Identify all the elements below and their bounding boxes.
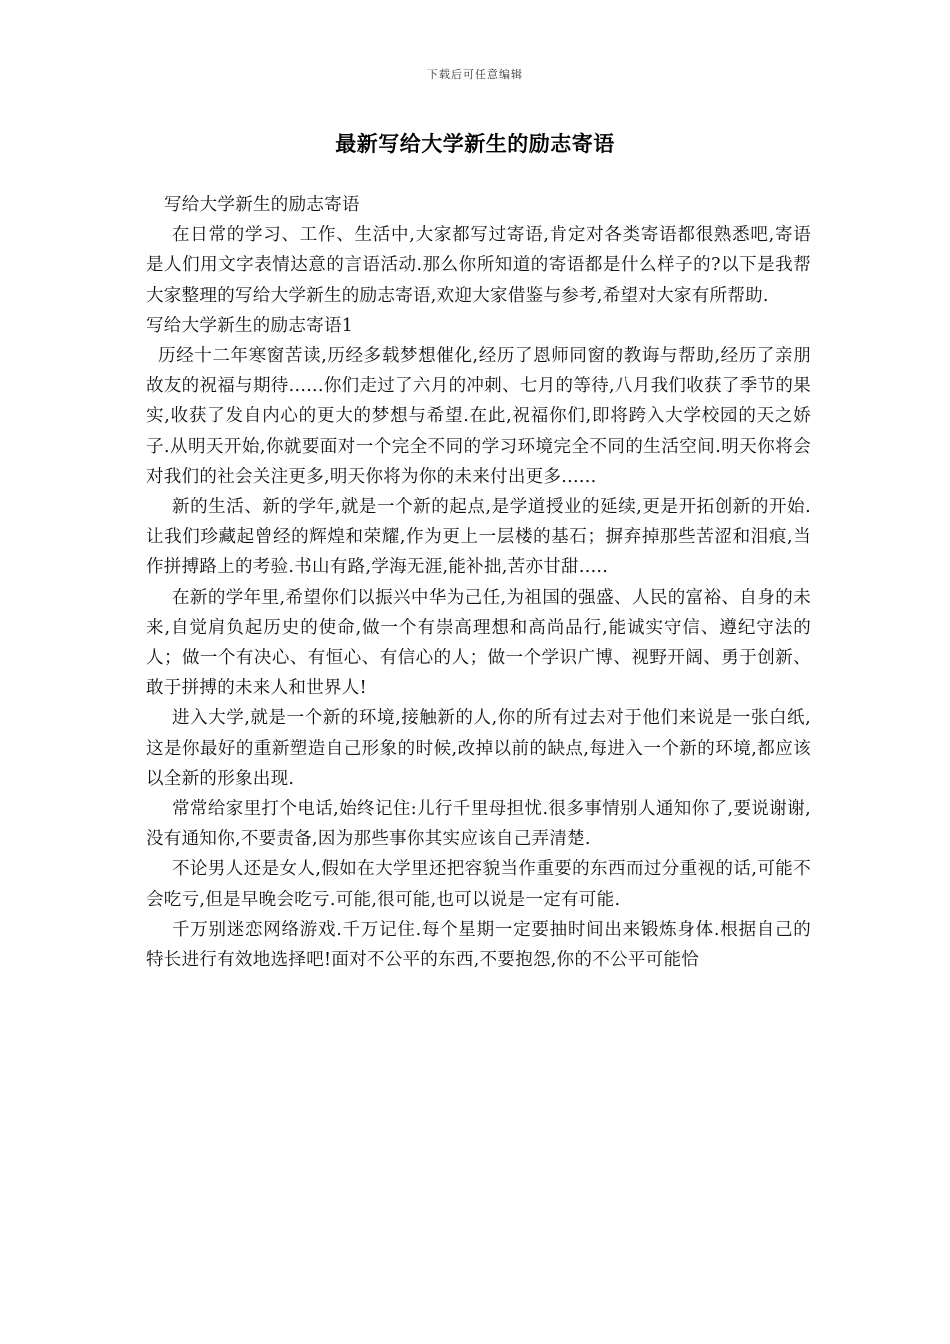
paragraph-7: 千万别迷恋网络游戏.千万记住.每个星期一定要抽时间出来锻炼身体.根据自己的特长进行有效地选择吧!面对不公平的东西,不要抱怨,你的不公平可能恰 [146,919,811,971]
header-note: 下载后可任意编辑 [427,68,523,81]
paragraph-5: 常常给家里打个电话,始终记住:儿行千里母担忧.很多事情别人通知你了,要说谢谢,没有通知你,不要责备,因为那些事你其实应该自己弄清楚. [146,799,811,850]
document-title: 最新写给大学新生的励志寄语 [335,131,615,156]
section-heading-1: 写给大学新生的励志寄语1 [146,315,354,336]
paragraph-2: 新的生活、新的学年,就是一个新的起点,是学道授业的延续,更是开拓创新的开始.让我们珍藏起曾经的辉煌和荣耀,作为更上一层楼的基石；摒弃掉那些苦涩和泪痕,当作拼搏路上的考验.书山有路,学海无涯,能补拙,苦亦甘甜..... [146,497,811,578]
paragraph-6: 不论男人还是女人,假如在大学里还把容貌当作重要的东西而过分重视的话,可能不会吃亏,但是早晚会吃亏.可能,很可能,也可以说是一定有可能. [146,859,811,910]
intro-subheading: 写给大学新生的励志寄语 [164,195,360,215]
paragraph-3: 在新的学年里,希望你们以振兴中华为己任,为祖国的强盛、人民的富裕、自身的未来,自觉肩负起历史的使命,做一个有崇高理想和高尚品行,能诚实守信、遵纪守法的人；做一个有决心、有恒心、有信心的人；做一个学识广博、视野开阔、勇于创新、敢于拼搏的未来人和世界人! [146,587,811,699]
paragraph-intro: 在日常的学习、工作、生活中,大家都写过寄语,肯定对各类寄语都很熟悉吧,寄语是人们用文字表情达意的言语活动.那么你所知道的寄语都是什么样子的?以下是我帮大家整理的写给大学新生的励志寄语,欢迎大家借鉴与参考,希望对大家有所帮助. [146,225,811,306]
paragraph-1: 历经十二年寒窗苦读,历经多载梦想催化,经历了恩师同窗的教诲与帮助,经历了亲朋故友的祝福与期待......你们走过了六月的冲刺、七月的等待,八月我们收获了季节的果实,收获了发自内心的更大的梦想与希望.在此,祝福你们,即将跨入大学校园的天之娇子.从明天开始,你就要面对一个完全不同的学习环境完全不同的生活空间.明天你将会对我们的社会关注更多,明天你将为你的未来付出更多...... [146,346,811,487]
document-body [146,190,811,975]
paragraph-4: 进入大学,就是一个新的环境,接触新的人,你的所有过去对于他们来说是一张白纸,这是你最好的重新塑造自己形象的时候,改掉以前的缺点,每进入一个新的环境,都应该以全新的形象出现. [146,708,811,789]
